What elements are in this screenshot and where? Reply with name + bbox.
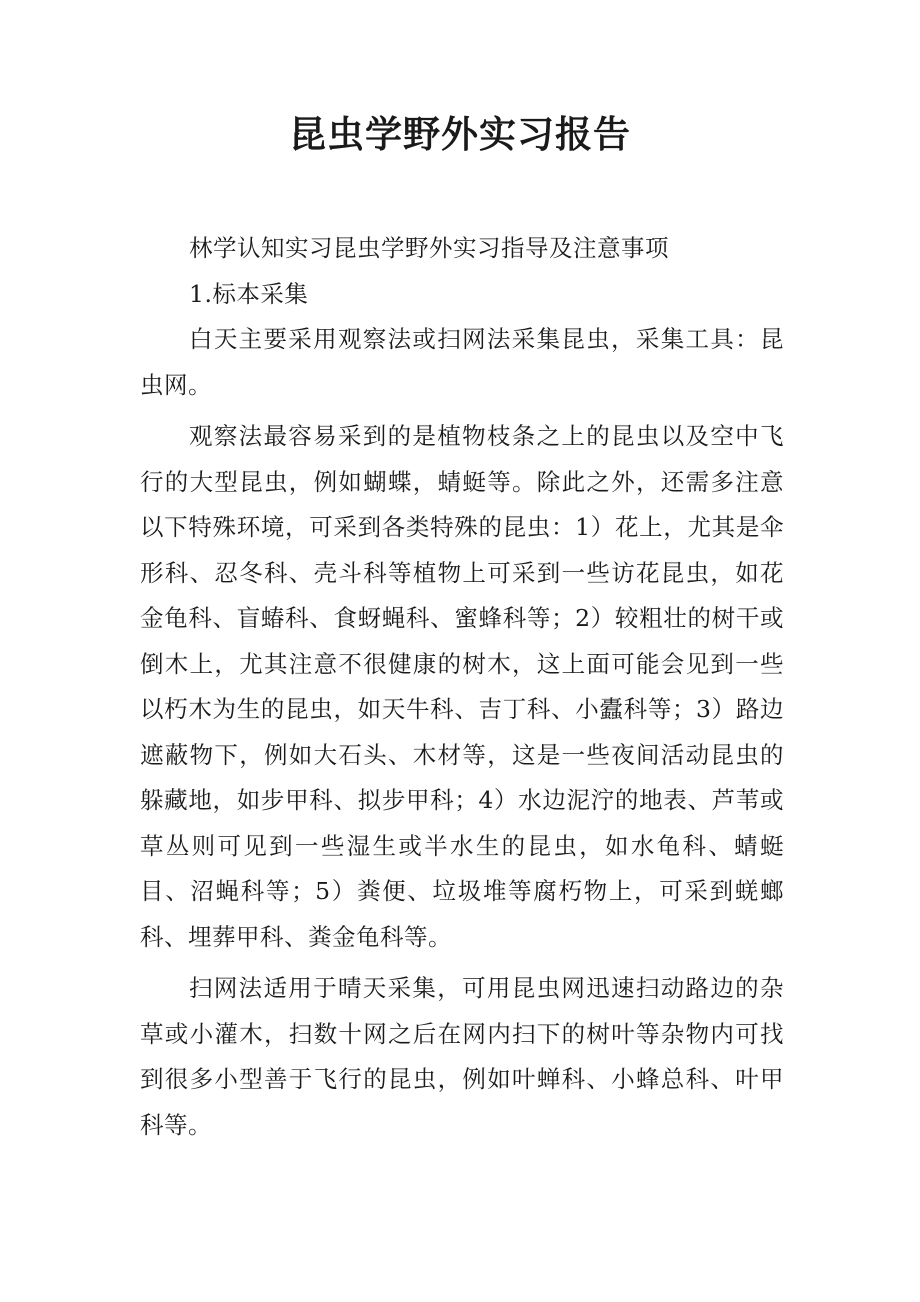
paragraph-sweep-net: 扫网法适用于晴天采集，可用昆虫网迅速扫动路边的杂草或小灌木，扫数十网之后在网内扫下的树叶等杂物内可找到很多小型善于飞行的昆虫，例如叶蝉科、小蜂总科、叶甲科等。 xyxy=(140,974,784,1139)
document-body xyxy=(140,226,784,1148)
paragraph-methods: 白天主要采用观察法或扫网法采集昆虫，采集工具：昆虫网。 xyxy=(140,325,784,399)
paragraph-observation: 观察法最容易采到的是植物枝条之上的昆虫以及空中飞行的大型昆虫，例如蝴蝶，蜻蜓等。除此之外，还需多注意以下特殊环境，可采到各类特殊的昆虫：1）花上，尤其是伞形科、忍冬科、壳斗科等植物上可采到一些访花昆虫，如花金龟科、盲蝽科、食蚜蝇科、蜜蜂科等；2）较粗壮的树干或倒木上，尤其注意不很健康的树木，这上面可能会见到一些以朽木为生的昆虫，如天牛科、吉丁科、小蠹科等；3）路边遮蔽物下，例如大石头、木材等，这是一些夜间活动昆虫的躲藏地，如步甲科、拟步甲科；4）水边泥泞的地表、芦苇或草丛则可见到一些湿生或半水生的昆虫，如水龟科、蜻蜓目、沼蝇科等；5）粪便、垃圾堆等腐朽物上，可采到蜣螂科、埋葬甲科、粪金龟科等。 xyxy=(140,422,784,951)
section-heading: 1.标本采集 xyxy=(189,279,309,308)
paragraph-subtitle: 林学认知实习昆虫学野外实习指导及注意事项 xyxy=(189,234,669,262)
document-title: 昆虫学野外实习报告 xyxy=(289,112,631,156)
